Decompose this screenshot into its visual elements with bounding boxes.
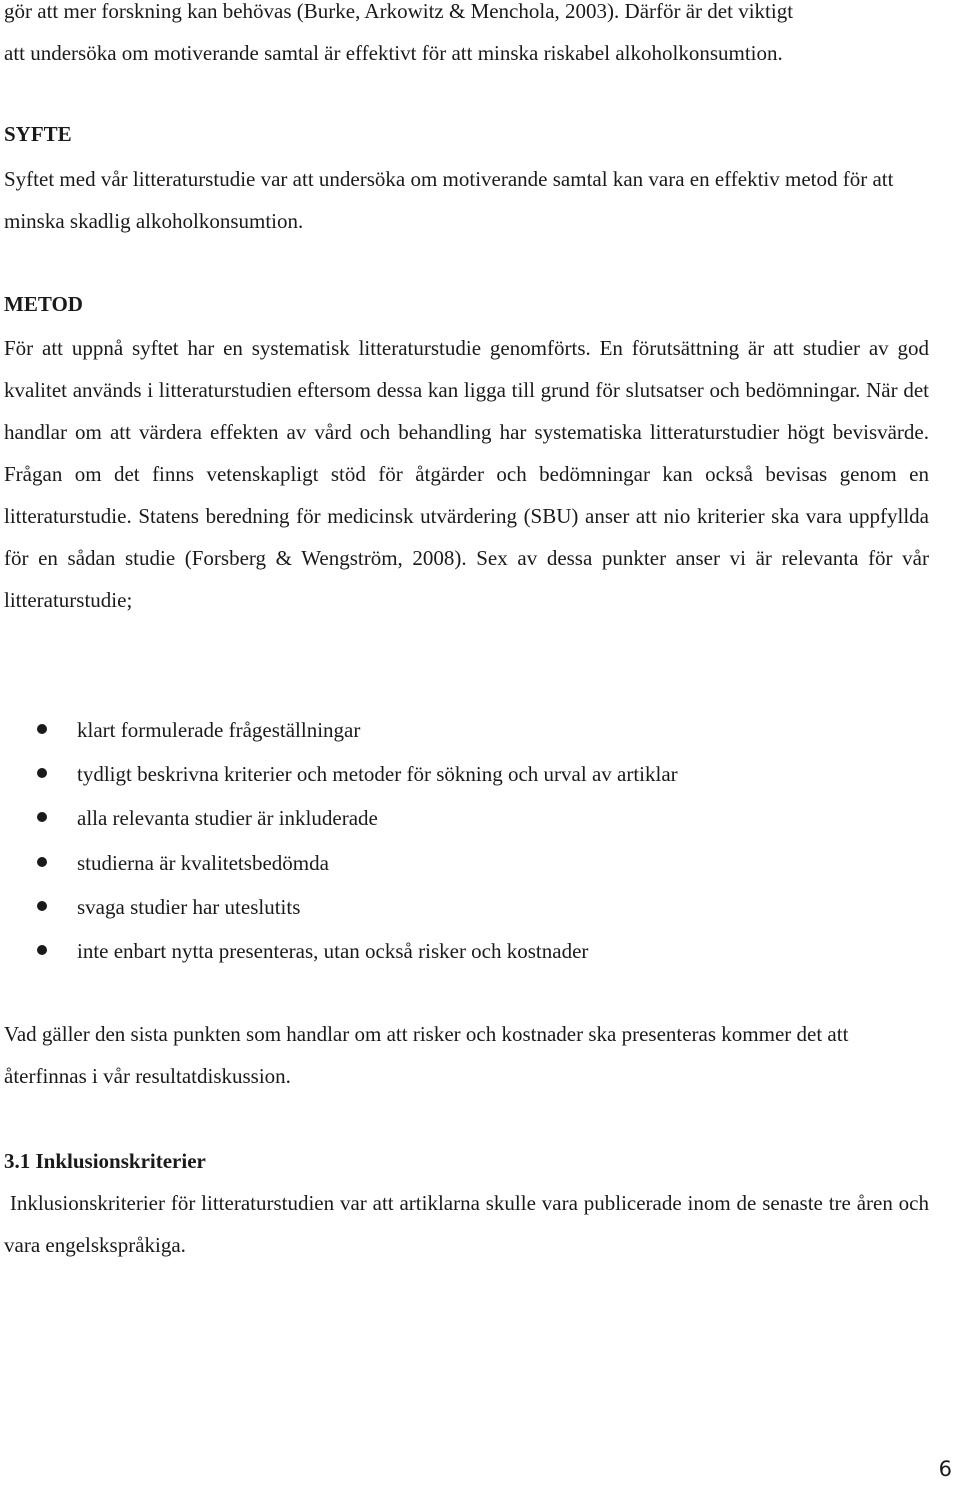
list-item: [0, 885, 930, 929]
metod-heading: METOD: [4, 292, 83, 316]
bullet-icon: [37, 945, 47, 955]
intro-line-2: att undersöka om motiverande samtal är effektivt för att minska riskabel alkoholkonsumtion.: [4, 41, 783, 65]
intro-line-1: gör att mer forskning kan behövas (Burke, Arkowitz & Menchola, 2003). Därför är det viktigt: [4, 0, 794, 23]
metod-paragraph: För att uppnå syftet har en systematisk litteraturstudie genomförts. En förutsättning är att studier av god kvalitet används i litteraturstudien eftersom dessa kan ligga till grund för slutsatser och bedömningar. När det handlar om att värdera effekten av vård och behandling har systematiska litteraturstudier högt bevisvärde. Frågan om det finns vetenskapligt stöd för åtgärder och bedömningar kan också bevisas genom en litteraturstudie. Statens beredning för medicinsk utvärdering (SBU) anser att nio kriterier ska vara uppfyllda för en sådan studie (Forsberg & Wengström, 2008). Sex av dessa punkter anser vi är relevanta för vår litteraturstudie;: [4, 336, 929, 612]
list-item: [0, 796, 930, 840]
list-item: [0, 929, 930, 973]
bullet-icon: [37, 901, 47, 911]
page-number: 6: [938, 1457, 952, 1481]
syfte-paragraph: Syftet med vår litteraturstudie var att undersöka om motiverande samtal kan vara en effektiv metod för att minska skadlig alkoholkonsumtion.: [4, 167, 894, 233]
bullet-icon: [37, 812, 47, 822]
bullet-icon: [37, 724, 47, 734]
closing-paragraph: Vad gäller den sista punkten som handlar om att risker och kostnader ska presenteras kommer det att återfinnas i vår resultatdiskussion.: [4, 1022, 849, 1088]
list-item-text: klart formulerade frågeställningar: [77, 718, 361, 742]
criteria-list: [0, 708, 930, 973]
bullet-icon: [37, 768, 47, 778]
inklusion-heading: 3.1 Inklusionskriterier: [4, 1149, 206, 1173]
syfte-heading: SYFTE: [4, 122, 72, 146]
list-item-text: inte enbart nytta presenteras, utan också risker och kostnader: [77, 938, 589, 963]
list-item-text: tydligt beskrivna kriterier och metoder för sökning och urval av artiklar: [77, 762, 678, 787]
list-item-text: alla relevanta studier är inkluderade: [77, 806, 378, 831]
list-item: [0, 752, 930, 796]
list-item: [0, 841, 930, 885]
inklusion-paragraph: Inklusionskriterier för litteraturstudien var att artiklarna skulle vara publicerade inom de senaste tre åren och vara engelskspråkiga.: [4, 1191, 935, 1257]
list-item: [0, 708, 930, 752]
list-item-text: svaga studier har uteslutits: [77, 894, 301, 919]
list-item-text: studierna är kvalitetsbedömda: [77, 850, 329, 875]
bullet-icon: [37, 857, 47, 867]
intro-paragraph: [4, 0, 929, 74]
